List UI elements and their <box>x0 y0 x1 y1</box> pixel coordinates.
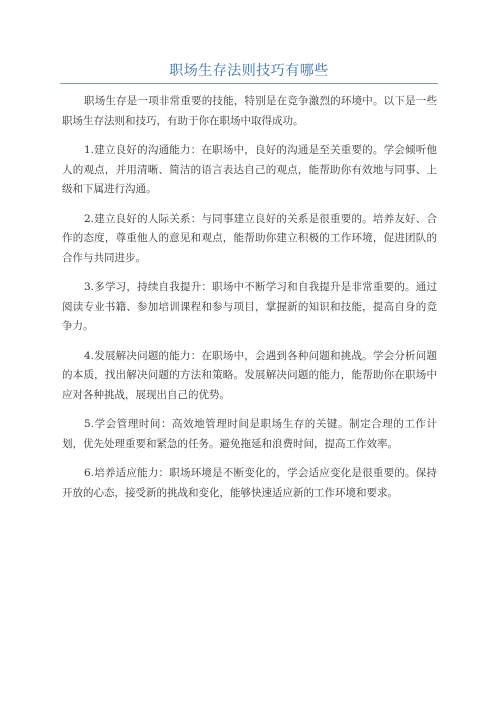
tip-paragraph-problem-solving: 4.发展解决问题的能力：在职场中，会遇到各种问题和挑战。学会分析问题的本质，找出解决问题的方法和策略。发展解决问题的能力，能帮助你在职场中应对各种挑战，展现出自己的优势。 <box>62 349 437 401</box>
tip-paragraph-time-management: 5.学会管理时间：高效地管理时间是职场生存的关键。制定合理的工作计划，优先处理重要和紧急的任务。避免拖延和浪费时间，提高工作效率。 <box>62 418 437 450</box>
document-title: 职场生存法则技巧有哪些 <box>169 63 329 79</box>
tip-paragraph-learning: 3.多学习，持续自我提升：职场中不断学习和自我提升是非常重要的。通过阅读专业书籍、参加培训课程和参与项目，掌握新的知识和技能，提高自身的竞争力。 <box>62 281 437 332</box>
title-divider <box>60 83 438 84</box>
document-body <box>62 92 437 513</box>
tip-paragraph-communication: 1.建立良好的沟通能力：在职场中，良好的沟通是至关重要的。学会倾听他人的观点，并用清晰、简洁的语言表达自己的观点，能帮助你有效地与同事、上级和下属进行沟通。 <box>62 144 437 195</box>
tip-paragraph-adaptability: 6.培养适应能力：职场环境是不断变化的，学会适应变化是很重要的。保持开放的心态，接受新的挑战和变化，能够快速适应新的工作环境和要求。 <box>62 467 437 499</box>
tip-paragraph-relationships: 2.建立良好的人际关系：与同事建立良好的关系是很重要的。培养友好、合作的态度，尊重他人的意见和观点，能帮助你建立积极的工作环境，促进团队的合作与共同进步。 <box>62 212 437 264</box>
intro-paragraph: 职场生存是一项非常重要的技能，特别是在竞争激烈的环境中。以下是一些职场生存法则和技巧，有助于你在职场中取得成功。 <box>62 95 437 127</box>
